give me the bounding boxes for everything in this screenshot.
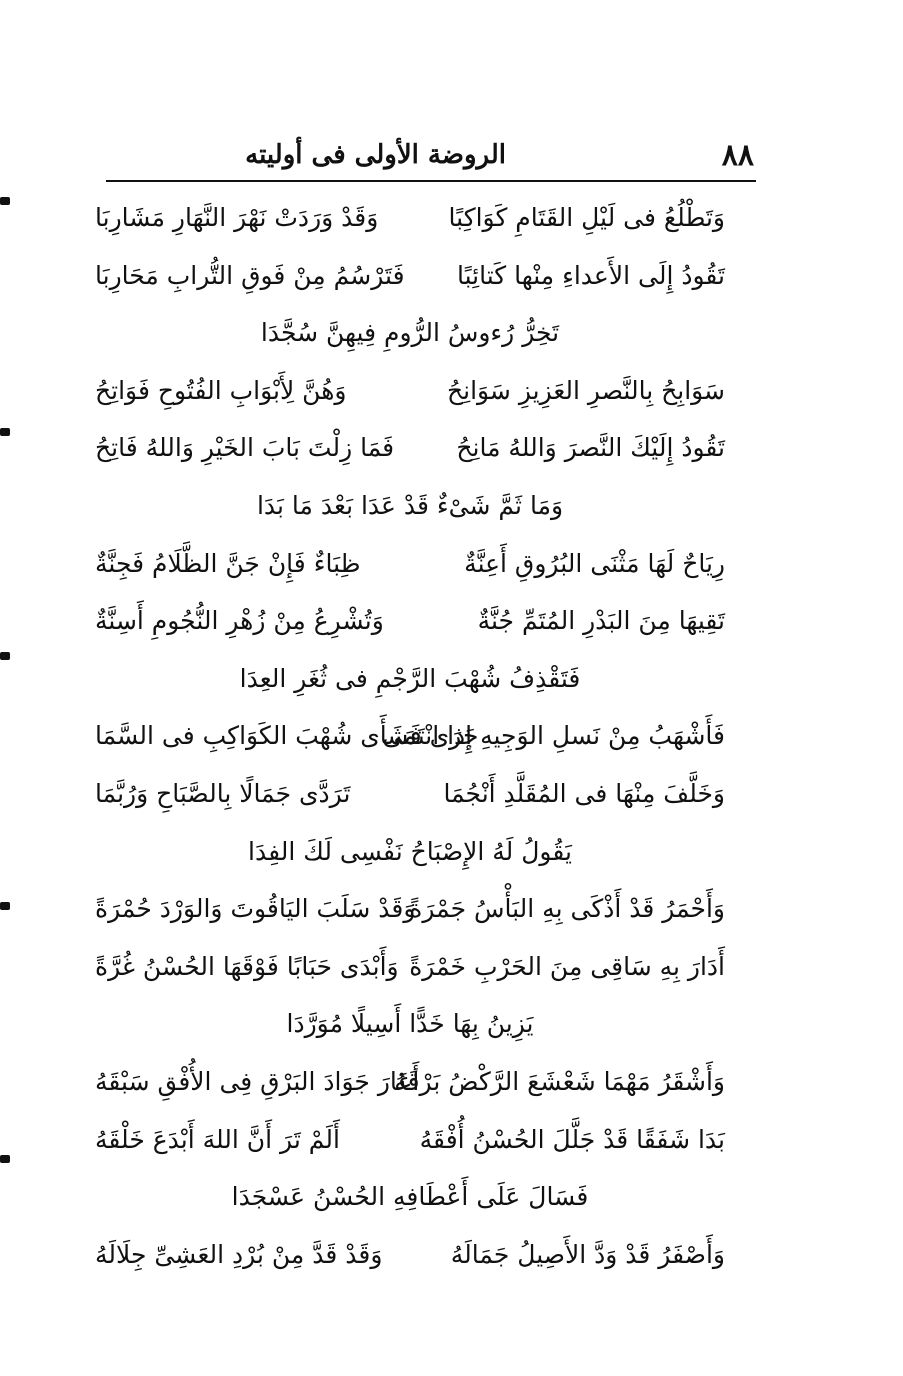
hemistich-right: تَقُودُ إِلَى الأَعداءِ مِنْها كَتائِبًا (456, 260, 725, 290)
verse-refrain (95, 483, 725, 535)
hemistich-left: ظِبَاءٌ فَإِنْ جَنَّ الظَّلَامُ فَجِنَّةٌ (95, 548, 361, 578)
verse-couplet (95, 598, 725, 650)
hemistich-right: فَأَشْهَبُ مِنْ نَسلِ الوَجِيهِ إِذا انْتَمَى (382, 721, 725, 751)
refrain-text: يَقُولُ لَهُ الإِصْبَاحُ نَفْسِى لَكَ الفِدَا (248, 836, 572, 866)
margin-mark (0, 1155, 10, 1163)
hemistich-right: وَتَطْلُعُ فى لَيْلِ القَتَامِ كَوَاكِبًا (448, 203, 725, 232)
page-number: ٨٨ (721, 138, 754, 173)
hemistich-left: تَرَدَّى جَمَالًا بِالصَّبَاحِ وَرُبَّمَا (95, 779, 351, 808)
refrain-text: تَخِرُّ رُءوسُ الرُّومِ فِيهِنَّ سُجَّدَا (260, 318, 560, 348)
verse-couplet (95, 886, 725, 938)
hemistich-right: وَأَحْمَرُ قَدْ أَذْكَى بِهِ البَأْسُ جَمْرَةً (409, 894, 725, 924)
hemistich-right: وَخَلَّفَ مِنْهَا فى المُقَلَّدِ أَنْجُمَا (443, 779, 725, 808)
verse-couplet (95, 425, 725, 477)
hemistich-right: أَدَارَ بِهِ سَاقِى مِنَ الحَرْبِ خَمْرَةً (409, 951, 725, 981)
margin-mark (0, 902, 10, 910)
running-title: الروضة الأولى فى أوليته (245, 140, 506, 170)
verse-refrain (95, 1001, 725, 1053)
verse-refrain (95, 656, 725, 708)
verse-couplet (95, 1232, 725, 1284)
margin-mark (0, 428, 10, 436)
verse-couplet (95, 195, 725, 247)
verse-couplet (95, 541, 725, 593)
hemistich-left: جَرَى فَشَأَى شُهْبَ الكَوَاكِبِ فى السَّمَا (95, 721, 479, 751)
margin-mark (0, 652, 10, 660)
verse-couplet (95, 253, 725, 305)
verse-couplet (95, 771, 725, 823)
hemistich-left: وَقَدْ قَدَّ مِنْ بُرْدِ العَشِىِّ جِلَالَهُ (95, 1239, 383, 1269)
hemistich-right: وَأَصْفَرُ قَدْ وَدَّ الأَصِيلُ جَمَالَهُ (450, 1239, 725, 1269)
hemistich-left: أَلَمْ تَرَ أَنَّ اللهَ أَبْدَعَ خَلْقَهُ (95, 1124, 340, 1154)
hemistich-right: رِيَاحٌ لَهَا مَثْنَى البُرُوقِ أَعِنَّةٌ (464, 548, 725, 578)
verse-couplet (95, 1059, 725, 1111)
verse-couplet (95, 1117, 725, 1169)
margin-mark (0, 197, 10, 205)
hemistich-right: سَوَابِحُ بِالنَّصرِ العَزِيزِ سَوَانِحُ (446, 375, 725, 405)
verse-refrain (95, 829, 725, 881)
verse-couplet (95, 713, 725, 765)
hemistich-left: وَقَدْ سَلَبَ اليَاقُوتَ وَالوَرْدَ حُمْرَةً (95, 894, 416, 924)
hemistich-left: فَتَرْسُمُ مِنْ فَوقِ التُّرابِ مَحَارِبَا (95, 260, 405, 290)
hemistich-left: وَهُنَّ لِأَبْوَابِ الفُتُوحِ فَوَاتِحُ (95, 375, 347, 405)
hemistich-left: أَعَارَ جَوَادَ البَرْقِ فِى الأُفْقِ سَبْقَهُ (95, 1067, 420, 1096)
page-header (106, 138, 756, 178)
verse-refrain (95, 310, 725, 362)
verse-refrain (95, 1174, 725, 1226)
hemistich-left: وَأَبْدَى حَبَابًا فَوْقَهَا الحُسْنُ غُرَّةً (95, 951, 399, 981)
header-rule (106, 180, 756, 182)
hemistich-left: وَتُشْرِعُ مِنْ زُهْرِ النُّجُومِ أَسِنَّةٌ (95, 606, 384, 636)
refrain-text: وَمَا ثَمَّ شَىْءٌ قَدْ عَدَا بَعْدَ مَا بَدَا (256, 491, 564, 520)
refrain-text: فَسَالَ عَلَى أَعْطَافِهِ الحُسْنُ عَسْجَدَا (231, 1182, 589, 1212)
refrain-text: فَتَقْذِفُ شُهْبَ الرَّجْمِ فى ثُغَرِ العِدَا (239, 663, 581, 693)
hemistich-left: فَمَا زِلْتَ بَابَ الخَيْرِ وَاللهُ فَاتِحُ (95, 433, 395, 463)
hemistich-right: وَأَشْقَرُ مَهْمَا شَعْشَعَ الرَّكْضُ بَرْقَهُ (394, 1067, 725, 1096)
verse-couplet (95, 368, 725, 420)
hemistich-right: تَقُودُ إِلَيْكَ النَّصرَ وَاللهُ مَانِحُ (456, 433, 725, 463)
refrain-text: يَزِينُ بِهَا خَدًّا أَسِيلًا مُوَرَّدَا (286, 1009, 534, 1039)
verse-couplet (95, 944, 725, 996)
hemistich-left: وَقَدْ وَرَدَتْ نَهْرَ النَّهَارِ مَشَارِبَا (95, 203, 379, 232)
hemistich-right: تَقِيهَا مِنَ البَدْرِ المُتَمِّ جُنَّةٌ (477, 606, 725, 636)
hemistich-right: بَدَا شَفَقًا قَدْ جَلَّلَ الحُسْنُ أُفْقَهُ (419, 1124, 725, 1154)
